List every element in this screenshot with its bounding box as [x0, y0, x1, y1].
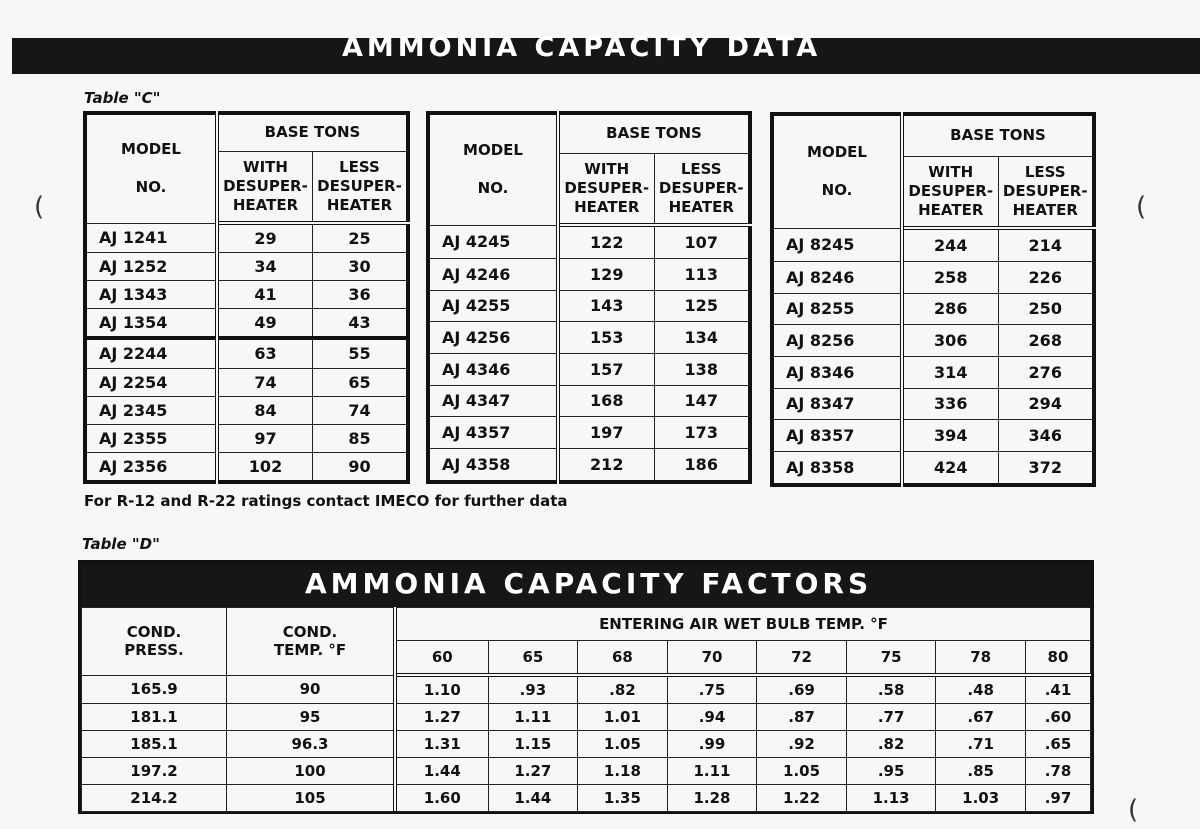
factor-cell: .87 [757, 704, 847, 731]
temp-cell: 90 [227, 675, 396, 704]
less-cell: 147 [654, 385, 750, 417]
less-cell: 134 [654, 322, 750, 354]
factors-title-banner [81, 563, 1091, 607]
factor-cell: .48 [936, 675, 1026, 704]
header-text: DESUPER- [564, 178, 650, 197]
table-d-label: Table "D" [82, 535, 160, 553]
binder-mark: ( [34, 192, 45, 222]
factor-cell: .67 [936, 704, 1026, 731]
model-cell: AJ 8255 [772, 293, 902, 325]
with-cell: 314 [902, 356, 998, 388]
header-text: NO. [821, 181, 853, 200]
table-row [772, 293, 1094, 325]
factor-cell: .97 [1025, 785, 1090, 812]
less-cell: 65 [313, 368, 409, 396]
less-cell: 186 [654, 449, 750, 482]
table-row [428, 449, 750, 482]
header-text: COND. [282, 623, 338, 642]
factor-cell: .93 [488, 675, 578, 704]
temp-col-header: 75 [846, 641, 936, 676]
model-cell: AJ 8346 [772, 356, 902, 388]
with-desuperheater-header [902, 156, 998, 228]
with-cell: 424 [902, 452, 998, 485]
header-text: COND. [126, 623, 182, 642]
less-cell: 25 [313, 223, 409, 253]
model-cell: AJ 1354 [85, 309, 217, 339]
model-cell: AJ 8347 [772, 388, 902, 420]
factor-cell: .95 [846, 758, 936, 785]
less-cell: 294 [998, 388, 1094, 420]
factor-cell: 1.10 [395, 675, 488, 704]
factor-cell: 1.27 [488, 758, 578, 785]
base-tons-header: BASE TONS [902, 114, 1094, 156]
base-tons-header: BASE TONS [217, 113, 408, 151]
header-text: DESUPER- [223, 176, 308, 195]
table-row [428, 322, 750, 354]
header-text: NO. [477, 179, 509, 198]
table-row [772, 261, 1094, 293]
press-cell: 165.9 [82, 675, 227, 704]
model-cell: AJ 4347 [428, 385, 558, 417]
temp-cell: 105 [227, 785, 396, 812]
with-cell: 129 [558, 258, 654, 290]
table-row [85, 396, 408, 424]
less-cell: 74 [313, 396, 409, 424]
table-row [772, 228, 1094, 261]
with-cell: 74 [217, 368, 313, 396]
factor-cell: 1.13 [846, 785, 936, 812]
temp-col-header: 80 [1025, 641, 1090, 676]
factor-cell: 1.44 [395, 758, 488, 785]
model-cell: AJ 8246 [772, 261, 902, 293]
less-cell: 372 [998, 452, 1094, 485]
table-row [82, 758, 1091, 785]
factor-cell: 1.22 [757, 785, 847, 812]
factor-cell: 1.18 [578, 758, 668, 785]
with-cell: 49 [217, 309, 313, 339]
ratings-note: For R-12 and R-22 ratings contact IMECO for further data [84, 492, 568, 510]
factor-cell: 1.31 [395, 731, 488, 758]
with-cell: 286 [902, 293, 998, 325]
header-text: LESS [1024, 162, 1066, 181]
model-cell: AJ 4246 [428, 258, 558, 290]
table-row [428, 290, 750, 322]
factor-cell: 1.05 [578, 731, 668, 758]
with-cell: 212 [558, 449, 654, 482]
with-cell: 102 [217, 452, 313, 482]
table-row [772, 356, 1094, 388]
temp-col-header: 68 [578, 641, 668, 676]
header-text: DESUPER- [317, 176, 402, 195]
page-title: AMMONIA CAPACITY DATA [342, 32, 822, 63]
table-c-label: Table "C" [84, 89, 161, 107]
cond-temp-header [227, 608, 396, 676]
less-cell: 173 [654, 417, 750, 449]
table-row [85, 223, 408, 253]
with-cell: 143 [558, 290, 654, 322]
table-row [85, 309, 408, 339]
base-tons-header: BASE TONS [558, 113, 750, 153]
factor-cell: .82 [846, 731, 936, 758]
factor-cell: .65 [1025, 731, 1090, 758]
factor-cell: .99 [667, 731, 757, 758]
with-desuperheater-header [558, 153, 654, 225]
less-cell: 138 [654, 353, 750, 385]
table-row [85, 368, 408, 396]
header-text: HEATER [668, 197, 734, 216]
factor-cell: .41 [1025, 675, 1090, 704]
model-header [772, 114, 902, 228]
table-row [428, 385, 750, 417]
title-banner [12, 32, 1200, 74]
with-cell: 29 [217, 223, 313, 253]
model-cell: AJ 8358 [772, 452, 902, 485]
press-cell: 197.2 [82, 758, 227, 785]
table-row [772, 420, 1094, 452]
less-cell: 268 [998, 325, 1094, 357]
temp-col-header: 72 [757, 641, 847, 676]
with-cell: 153 [558, 322, 654, 354]
less-desuperheater-header [654, 153, 750, 225]
factor-cell: .82 [578, 675, 668, 704]
press-cell: 185.1 [82, 731, 227, 758]
header-text: LESS [680, 159, 722, 178]
capacity-table-panel-2 [426, 111, 752, 484]
header-text: MODEL [463, 141, 523, 160]
temp-col-header: 70 [667, 641, 757, 676]
binder-mark: ( [1136, 192, 1147, 222]
with-cell: 306 [902, 325, 998, 357]
with-cell: 258 [902, 261, 998, 293]
with-desuperheater-header [217, 151, 313, 223]
with-cell: 97 [217, 424, 313, 452]
with-cell: 336 [902, 388, 998, 420]
with-cell: 34 [217, 253, 313, 281]
less-cell: 276 [998, 356, 1094, 388]
temp-col-header: 78 [936, 641, 1026, 676]
model-cell: AJ 4255 [428, 290, 558, 322]
header-text: MODEL [121, 140, 181, 159]
factor-cell: 1.44 [488, 785, 578, 812]
model-cell: AJ 4245 [428, 225, 558, 258]
press-cell: 181.1 [82, 704, 227, 731]
less-cell: 125 [654, 290, 750, 322]
factor-cell: 1.05 [757, 758, 847, 785]
factor-cell: 1.11 [667, 758, 757, 785]
model-cell: AJ 8256 [772, 325, 902, 357]
factor-cell: 1.60 [395, 785, 488, 812]
with-cell: 197 [558, 417, 654, 449]
with-cell: 122 [558, 225, 654, 258]
header-text: HEATER [574, 197, 640, 216]
table-row [772, 325, 1094, 357]
capacity-factors-table [78, 560, 1094, 814]
model-cell: AJ 2345 [85, 396, 217, 424]
table-row [772, 452, 1094, 485]
factors-title: AMMONIA CAPACITY FACTORS [305, 567, 873, 600]
factor-cell: 1.15 [488, 731, 578, 758]
model-cell: AJ 4256 [428, 322, 558, 354]
factor-cell: 1.11 [488, 704, 578, 731]
model-cell: AJ 8245 [772, 228, 902, 261]
model-cell: AJ 2355 [85, 424, 217, 452]
model-cell: AJ 4358 [428, 449, 558, 482]
temp-cell: 100 [227, 758, 396, 785]
less-cell: 85 [313, 424, 409, 452]
cond-press-header [82, 608, 227, 676]
header-text: WITH [243, 157, 288, 176]
table-row [85, 253, 408, 281]
with-cell: 84 [217, 396, 313, 424]
less-cell: 226 [998, 261, 1094, 293]
header-text: LESS [339, 157, 380, 176]
factor-cell: 1.28 [667, 785, 757, 812]
model-header [85, 113, 217, 223]
temp-cell: 95 [227, 704, 396, 731]
wet-bulb-header: ENTERING AIR WET BULB TEMP. °F [395, 608, 1091, 641]
factor-cell: 1.27 [395, 704, 488, 731]
header-text: HEATER [918, 200, 984, 219]
factor-cell: 1.35 [578, 785, 668, 812]
less-cell: 346 [998, 420, 1094, 452]
header-text: DESUPER- [658, 178, 744, 197]
header-text: TEMP. °F [273, 641, 347, 660]
table-row [82, 704, 1091, 731]
less-cell: 113 [654, 258, 750, 290]
capacity-table-panel-3 [770, 112, 1096, 487]
table-row [85, 338, 408, 368]
table-row [428, 225, 750, 258]
press-cell: 214.2 [82, 785, 227, 812]
header-text: PRESS. [124, 641, 184, 660]
temp-cell: 96.3 [227, 731, 396, 758]
less-cell: 250 [998, 293, 1094, 325]
capacity-table-panel-1 [83, 111, 410, 484]
model-header [428, 113, 558, 225]
model-cell: AJ 4357 [428, 417, 558, 449]
factor-cell: .60 [1025, 704, 1090, 731]
factor-cell: .69 [757, 675, 847, 704]
header-text: HEATER [232, 195, 299, 214]
factor-cell: .58 [846, 675, 936, 704]
table-row [82, 675, 1091, 704]
factor-cell: .75 [667, 675, 757, 704]
less-cell: 30 [313, 253, 409, 281]
table-row [85, 424, 408, 452]
table-row [82, 731, 1091, 758]
less-cell: 107 [654, 225, 750, 258]
factor-cell: 1.03 [936, 785, 1026, 812]
model-cell: AJ 2254 [85, 368, 217, 396]
factors-grid [81, 607, 1091, 812]
factor-cell: 1.01 [578, 704, 668, 731]
binder-mark: ( [1128, 795, 1139, 825]
table-row [82, 785, 1091, 812]
table-row [428, 417, 750, 449]
model-cell: AJ 1241 [85, 223, 217, 253]
header-text: WITH [928, 162, 974, 181]
header-text: MODEL [807, 143, 867, 162]
with-cell: 157 [558, 353, 654, 385]
with-cell: 244 [902, 228, 998, 261]
table-row [85, 452, 408, 482]
temp-col-header: 60 [395, 641, 488, 676]
less-cell: 43 [313, 309, 409, 339]
model-cell: AJ 1252 [85, 253, 217, 281]
table-row [428, 353, 750, 385]
with-cell: 41 [217, 281, 313, 309]
factor-cell: .78 [1025, 758, 1090, 785]
factor-cell: .85 [936, 758, 1026, 785]
with-cell: 394 [902, 420, 998, 452]
less-cell: 90 [313, 452, 409, 482]
model-cell: AJ 8357 [772, 420, 902, 452]
less-cell: 55 [313, 338, 409, 368]
less-desuperheater-header [313, 151, 409, 223]
model-cell: AJ 1343 [85, 281, 217, 309]
model-cell: AJ 4346 [428, 353, 558, 385]
factor-cell: .71 [936, 731, 1026, 758]
factor-cell: .94 [667, 704, 757, 731]
with-cell: 168 [558, 385, 654, 417]
less-cell: 36 [313, 281, 409, 309]
header-text: WITH [584, 159, 630, 178]
header-text: HEATER [1012, 200, 1078, 219]
table-row [428, 258, 750, 290]
temp-col-header: 65 [488, 641, 578, 676]
header-text: DESUPER- [1002, 181, 1088, 200]
model-cell: AJ 2244 [85, 338, 217, 368]
with-cell: 63 [217, 338, 313, 368]
table-row [85, 281, 408, 309]
header-text: HEATER [326, 195, 393, 214]
less-cell: 214 [998, 228, 1094, 261]
factor-cell: .92 [757, 731, 847, 758]
header-text: DESUPER- [908, 181, 994, 200]
less-desuperheater-header [998, 156, 1094, 228]
header-text: NO. [135, 178, 167, 197]
model-cell: AJ 2356 [85, 452, 217, 482]
table-row [772, 388, 1094, 420]
factor-cell: .77 [846, 704, 936, 731]
